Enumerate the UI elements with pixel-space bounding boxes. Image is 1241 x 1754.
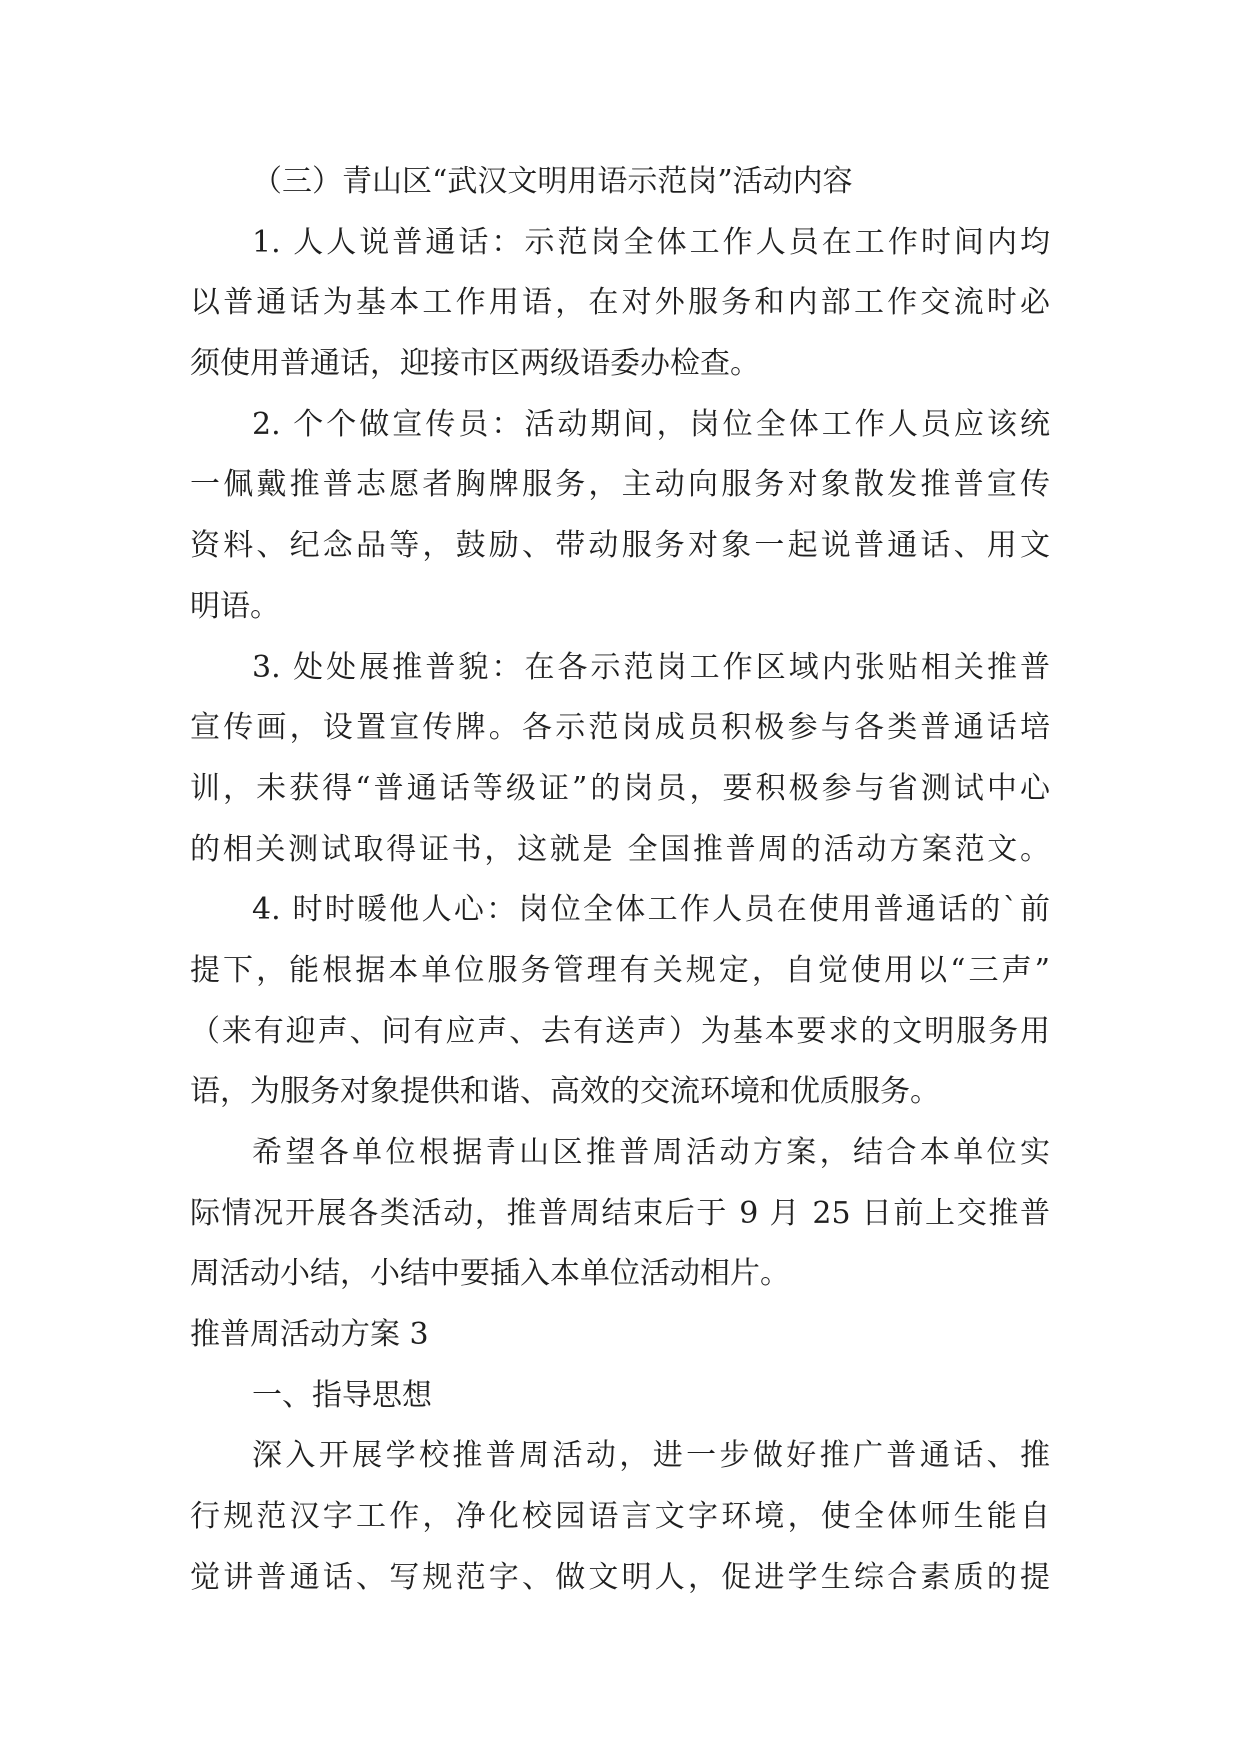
text-line: 提下，能根据本单位服务管理有关规定，自觉使用以“三声” bbox=[190, 952, 1050, 988]
text-line: （三）青山区“武汉文明用语示范岗”活动内容 bbox=[252, 164, 853, 199]
text-line: 的相关测试取得证书，这就是 全国推普周的活动方案范文。 bbox=[190, 831, 1050, 867]
document-body bbox=[190, 152, 1050, 1609]
text-line: 训，未获得“普通话等级证”的岗员，要积极参与省测试中心 bbox=[190, 770, 1050, 806]
text-line: 宣传画，设置宣传牌。各示范岗成员积极参与各类普通话培 bbox=[190, 710, 1050, 746]
text-line: 2. 个个做宣传员：活动期间，岗位全体工作人员应该统 bbox=[252, 406, 1050, 442]
text-line: 际情况开展各类活动，推普周结束后于 9 月 25 日前上交推普 bbox=[190, 1195, 1050, 1231]
text-line: 3. 处处展推普貌：在各示范岗工作区域内张贴相关推普 bbox=[252, 649, 1050, 685]
text-line: 1. 人人说普通话：示范岗全体工作人员在工作时间内均 bbox=[252, 224, 1050, 260]
text-line: 明语。 bbox=[190, 588, 280, 624]
text-line: 须使用普通话，迎接市区两级语委办检查。 bbox=[190, 346, 760, 382]
text-line: 周活动小结，小结中要插入本单位活动相片。 bbox=[190, 1256, 790, 1292]
text-line: 资料、纪念品等，鼓励、带动服务对象一起说普通话、用文 bbox=[190, 528, 1050, 564]
text-line: 行规范汉字工作，净化校园语言文字环境，使全体师生能自 bbox=[190, 1499, 1050, 1535]
text-line: 语，为服务对象提供和谐、高效的交流环境和优质服务。 bbox=[190, 1074, 940, 1110]
text-line: 觉讲普通话、写规范字、做文明人，促进学生综合素质的提 bbox=[190, 1559, 1050, 1595]
text-line: 一、指导思想 bbox=[252, 1377, 432, 1413]
text-line: 一佩戴推普志愿者胸牌服务，主动向服务对象散发推普宣传 bbox=[190, 467, 1050, 503]
text-line: 4. 时时暖他人心：岗位全体工作人员在使用普通话的`前 bbox=[252, 892, 1050, 928]
text-line: 深入开展学校推普周活动，进一步做好推广普通话、推 bbox=[252, 1438, 1050, 1474]
text-line: 以普通话为基本工作用语，在对外服务和内部工作交流时必 bbox=[190, 285, 1050, 321]
text-line: 推普周活动方案 3 bbox=[190, 1317, 429, 1353]
text-line: （来有迎声、问有应声、去有送声）为基本要求的文明服务用 bbox=[190, 1013, 1050, 1049]
text-line: 希望各单位根据青山区推普周活动方案，结合本单位实 bbox=[252, 1135, 1050, 1170]
